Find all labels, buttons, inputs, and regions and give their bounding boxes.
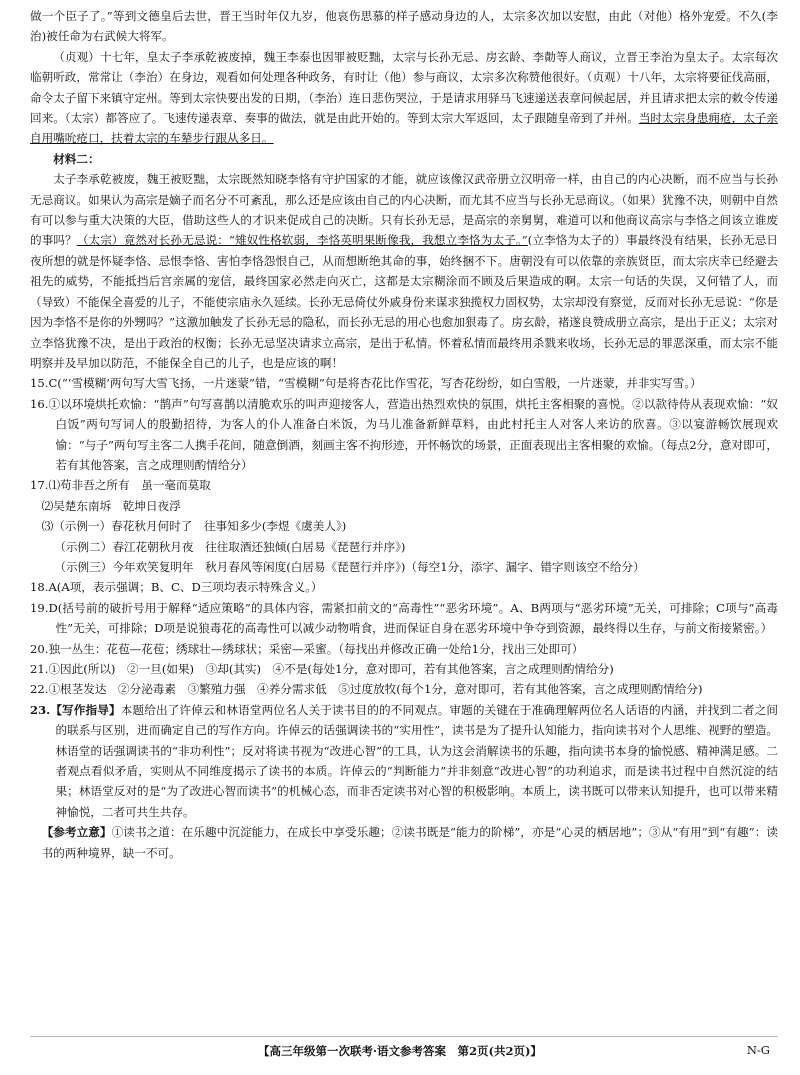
answer-22: 22.①根茎发达 ②分泌毒素 ③繁殖力强 ④养分需求低 ⑤过度放牧(每个1分，意对即可，若有其他答案，言之成理则酌情给分) (30, 682, 703, 697)
answer-23-reference-label: 【参考立意】 (41, 825, 112, 840)
answer-20: 20.独一丛生：花苞—花苞；绣球壮—绣球状；采密—采蜜。（每找出并修改正确一处给1分，找出三处即可） (30, 641, 584, 656)
answer-17-3b: （示例二）春江花朝秋月夜 往往取酒还独倾(白居易《琵琶行并序》) (54, 539, 406, 554)
answer-17-1: 17.⑴苟非吾之所有 虽一毫而莫取 (30, 478, 211, 493)
answer-19: 19.D(括号前的破折号用于解释“适应策略”的具体内容，需紧扣前文的“高毒性”“恶劣环境”。A、B两项与“恶劣环境”无关，可排除；C项与“高毒性”无关，可排除；D项是说狼毒花的高毒性可以减少动物啃食，进而保证自身在恶劣环境中争夺到资源，最终得以生存，与前文衔接紧密。） (30, 600, 778, 636)
passage2-text-d: 唐朝没有可以依靠的亲族贤臣，而太宗庆幸已经避去祖先的威势，不能抵挡后宫亲属的宠信，最终国家必然走向灭亡，这都是太宗糊涂而不顾及后果造成的啊。太宗一句话的失误，又何错了人，而（导致）不能保全喜爱的儿子，不能使宗庙永久延续。长孙无忌倚仗外戚身份来谋求独揽权力固权势，太宗却没有察觉，反而对长孙无忌说：“你是因为李恪不是你的外甥吗？”这激加触发了长孙无忌的隐私，而长孙无忌的用心也愈加狠毒了。房玄龄，褚遂良赞成册立高宗，是出于正义；太宗对立李恪犹豫不决，是出于政治的权衡；长孙无忌坚决请求立高宗，是出于私情。怀着私情而最终用杀戮来收场，长孙无忌的罪恶深重，而太宗不能明察并及早加以防范，不能保全自己的儿子，也是应该的啊！ (30, 253, 778, 370)
answer-17-2: ⑵吴楚东南坼 乾坤日夜浮 (41, 498, 181, 513)
passage2-heading: 材料二： (53, 151, 100, 166)
footer-divider (30, 1036, 778, 1037)
footer-code: N-G (746, 1043, 770, 1057)
page-footer (0, 1043, 800, 1063)
footer-title: 【高三年级第一次联考·语文参考答案 第2页(共2页)】 (258, 1044, 542, 1058)
answer-23-reference (30, 822, 778, 863)
passage1-paragraph (30, 47, 778, 149)
passage1-intro: 做一个臣子了。”等到文德皇后去世，晋王当时年仅九岁，他哀伤思慕的样子感动身边的人，太宗多次加以安慰，由此（对他）格外宠爱。不久(李治)被任命为右武候大将军。 (30, 9, 778, 44)
passage2-underlined-text: （太宗）竟然对长孙无忌说：“雉奴性格软弱，李恪英明果断像我，我想立李恪为太子。” (76, 233, 528, 248)
answer-23-label: 23.【写作指导】 (30, 702, 121, 717)
passage2-text-c: (立李恪为太子的）事最终没有结果，长孙无忌日夜所想的就是怀疑李恪、忌恨李恪、害怕李恪怨恨自己，从而想断绝其命的事，始终捆不下。 (30, 233, 778, 268)
answer-18: 18.A(A项，表示强调；B、C、D三项均表示特殊含义。） (30, 580, 323, 595)
page-content (30, 6, 778, 863)
answer-17-3a: ⑶（示例一）春花秋月何时了 往事知多少(李煜《虞美人》) (41, 519, 347, 534)
passage1-underlined-text: 当时太宗身患痈疮，太子亲自用嘴吮疮口，扶着太宗的车辇步行跟从多日。 (30, 111, 778, 146)
answer-23-body: 本题给出了许倬云和林语堂两位名人关于读书目的的不同观点。审题的关键在于准确理解两位名人话语的内涵，并找到二者之间的联系与区别，进而确定自己的写作方向。许倬云的话强调读书的“实用性”，读书是为了提升认知能力，指向读书对个人思维、视野的塑造。林语堂的话强调读书的“非功利性”；反对将读书视为“改进心智”的工具，认为这会消解读书的乐趣，指向读书本身的愉悦感、精神满足感。二者观点看似矛盾，实则从不同维度揭示了读书的本质。许倬云的“判断能力”并非刻意“改进心智”的功利追求，而是读书过程中自然沉淀的结果；林语堂反对的是“为了改进心智而读书”的机械心态，而非否定读书对心智的积极影响。本质上，读书既可以带来认知提升，也可以带来精神愉悦，二者可共生共存。 (55, 702, 778, 819)
passage2-paragraph (30, 169, 778, 373)
answer-17-3c: （示例三）今年欢笑复明年 秋月春风等闲度(白居易《琵琶行并序》)（每空1分，添字、漏字、错字则该空不给分） (54, 559, 645, 574)
answer-21: 21.①因此(所以) ②一旦(如果) ③却(其实) ④不是(每处1分，意对即可，若有其他答案，言之成理则酌情给分) (30, 662, 614, 676)
passage1-text: （贞观）十七年，皇太子李承乾被废掉，魏王李泰也因罪被贬黜，太宗与长孙无忌、房玄龄、李勣等人商议，立晋王李治为皇太子。太宗每次临朝听政，常常让（李治）在身边，观看如何处理各种政务，有时让（他）参与商议，太宗多次称赞他很好。（贞观）十八年，太宗将要征伐高丽，命令太子留下来镇守定州。等到太宗快要出发的日期，（李治）连日悲伤哭泣，于是请求用驿马飞速递送表章问候起居，并且请求把太宗的敕令传递回来。（太宗）都答应了。飞速传递表章、奏事的做法，就是由此开始的。等到太宗大军返回，太子跟随皇帝到了并州。 (30, 49, 778, 126)
answer-16: 16.①以环境烘托欢愉：“鹊声”句写喜鹊以清脆欢乐的叫声迎接客人，营造出热烈欢快的氛围，烘托主客相聚的喜悦。②以款待侍从表现欢愉：“奴白饭”两句写词人的殷勤招待，为客人的仆人准备白米饭，为马儿准备新鲜草料，由此村托主人对客人来访的欣喜。③以宴游畅饮展现欢愉：“与子”两句写主客二人携手花间，随意倒酒，刻画主客不拘形迹，开怀畅饮的场景，正面表现出主客相聚的欢愉。（每点2分，意对即可，若有其他答案，言之成理则酌情给分） (30, 396, 778, 472)
answer-23 (30, 700, 778, 822)
passage2-text-a: 太子李承乾被废，魏王被贬黜，太宗既然知晓李恪有守护国家的才能，就应该像汉武帝册立汉明帝一样，由自己的内心决断，而不应当与长孙无忌商议。如果认为高宗是嫡子而名分不可紊乱，那么还是应该由自己的内心决断，而尤其不应当与长孙无忌商议。（如果）犹豫不决，则朝中自然有可以参与重大决策的大臣，借助这些人的才识来促成自己的决断。只有长孙无忌，是高宗的亲舅舅，难道可以和他商议高宗与李恪之间该立谁废的事吗？ (30, 172, 778, 248)
answer-23-reference-text: ①读书之道：在乐趣中沉淀能力，在成长中享受乐趣；②读书既是“能力的阶梯”，亦是“心灵的栖居地”；③从“有用”到“有趣”：读书的两种境界，缺一不可。 (41, 825, 778, 860)
answer-15: 15.C(“‘雪模糊’两句写大雪飞扬，一片迷蒙”错，“雪模糊”句是将杏花比作雪花，写杏花纷纷，如白雪般，一片迷蒙，并非实写雪。） (30, 376, 702, 391)
